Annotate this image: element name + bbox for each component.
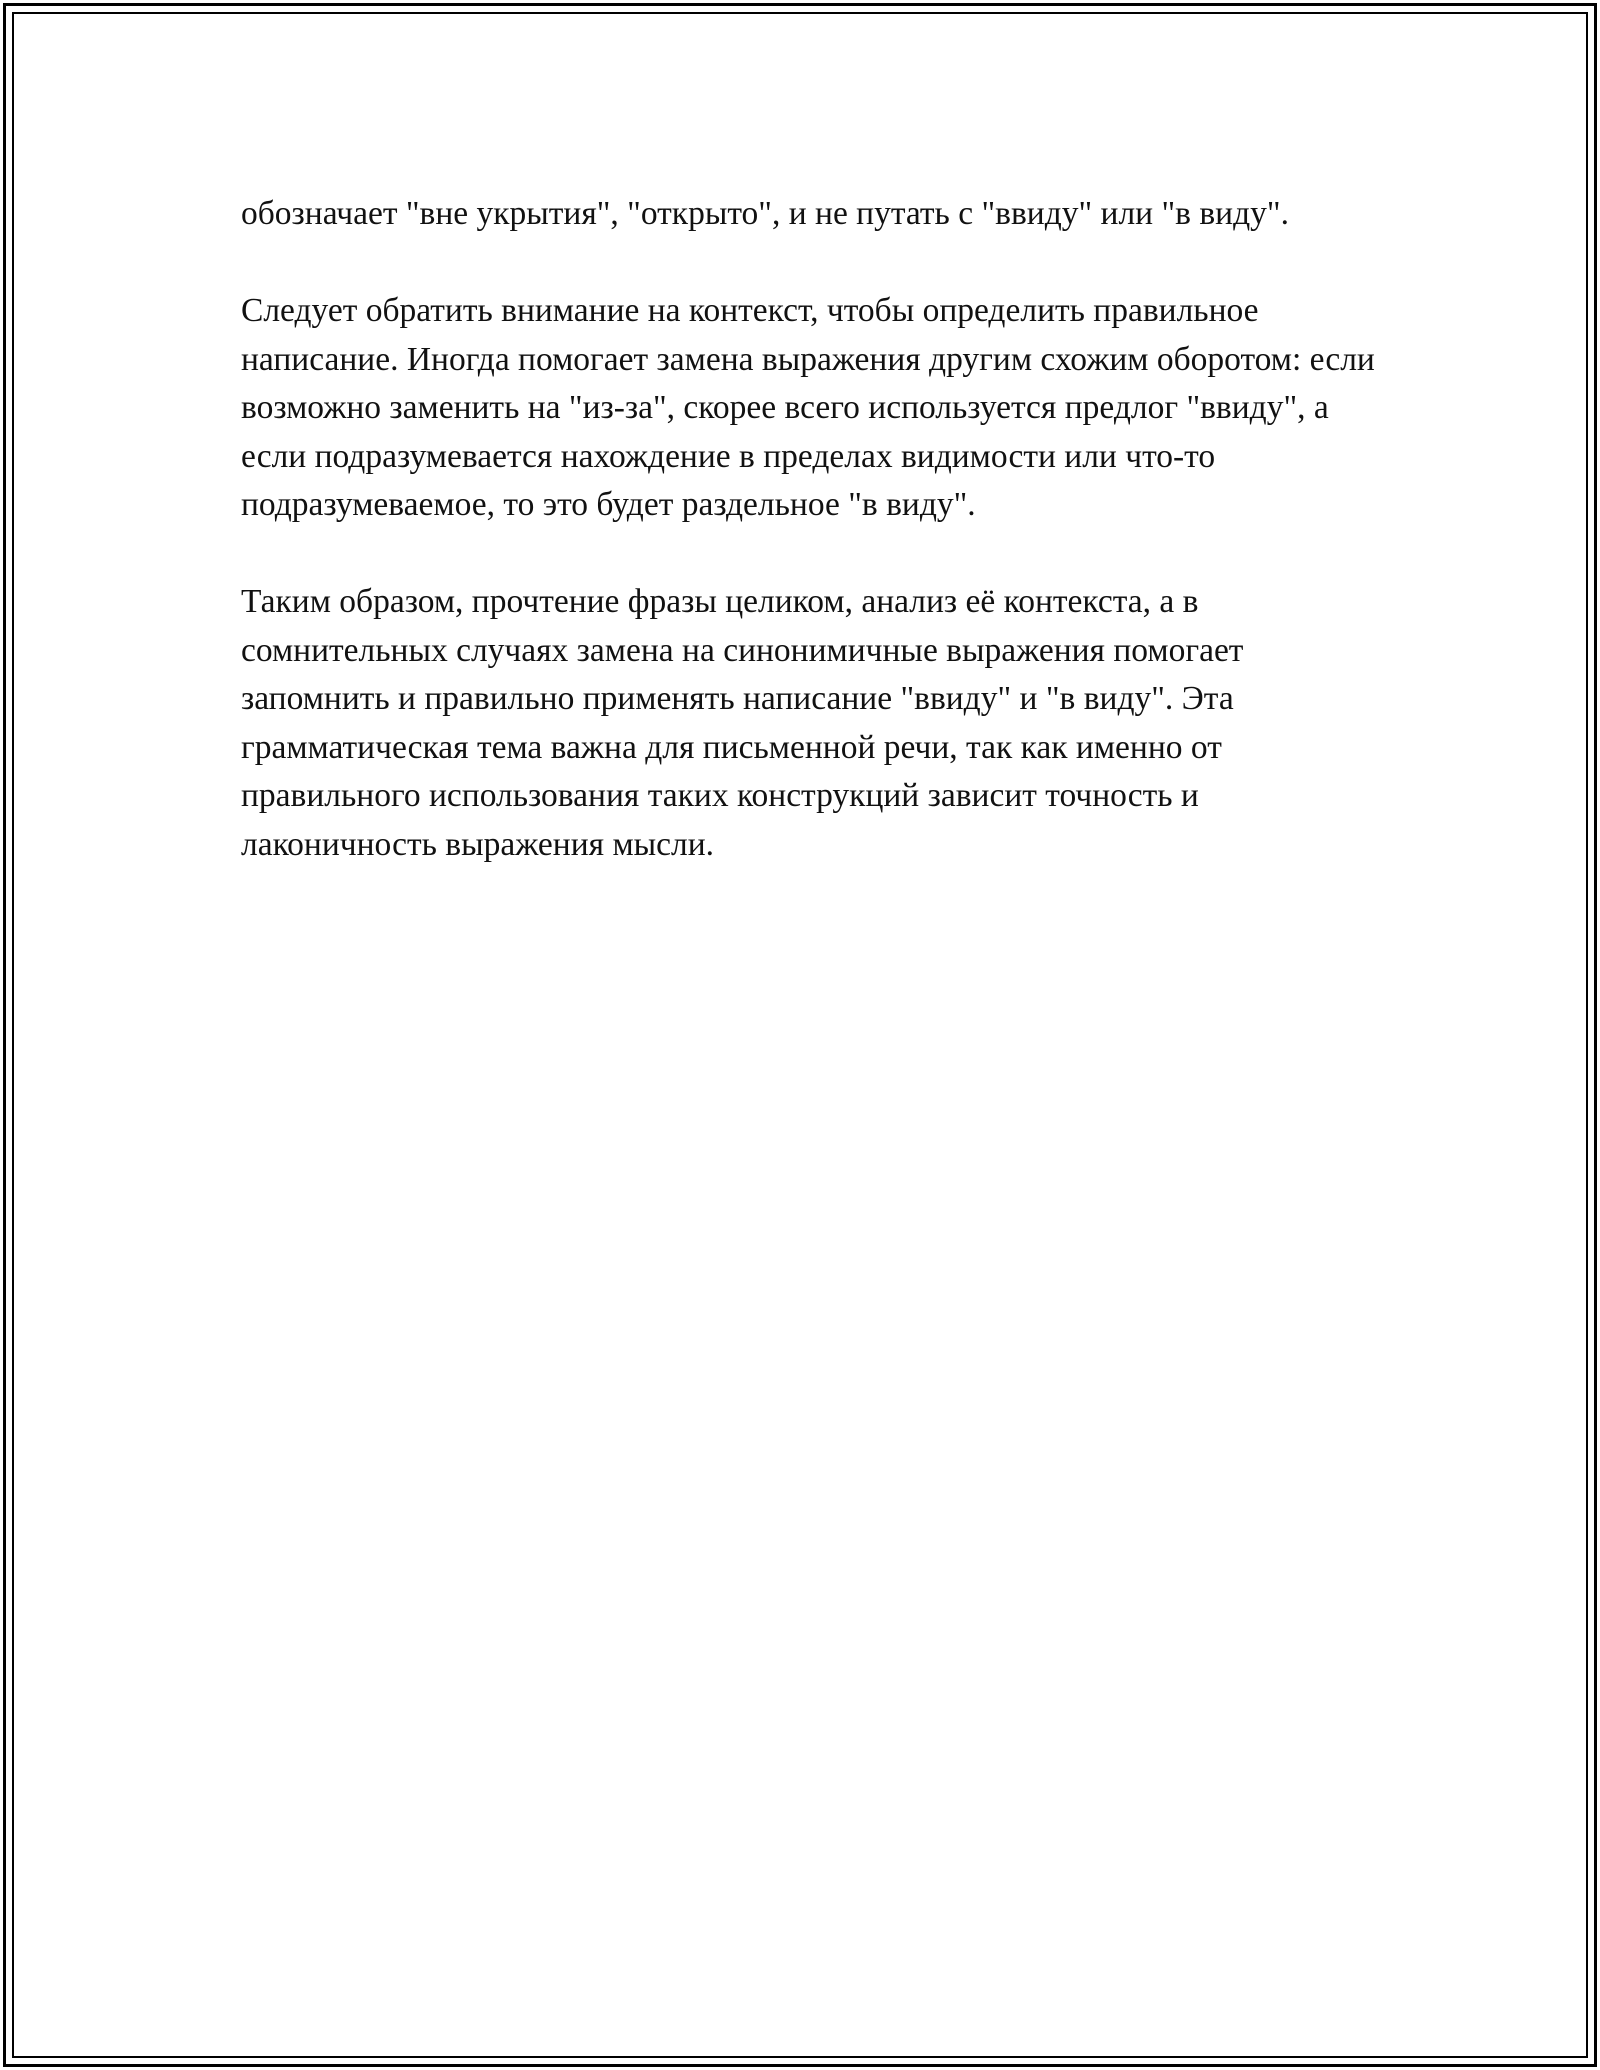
document-body — [241, 190, 1391, 918]
paragraph-2: Следует обратить внимание на контекст, чтобы определить правильное написание. Иногда помогает замена выражения другим схожим оборотом: если возможно заменить на "из-за", скорее всего используется предлог "ввиду", а если подразумевается нахождение в пределах видимости или что-то подразумеваемое, то это будет раздельное "в виду". — [241, 292, 1375, 523]
paragraph-1: обозначает "вне укрытия", "открыто", и не путать с "ввиду" или "в виду". — [241, 195, 1289, 232]
paragraph-3: Таким образом, прочтение фразы целиком, анализ её контекста, а в сомнительных случаях замена на синонимичные выражения помогает запомнить и правильно применять написание "ввиду" и "в виду". Эта грамматическая тема важна для письменной речи, так как именно от правильного использования таких конструкций зависит точность и лаконичность выражения мысли. — [241, 583, 1244, 863]
page-frame — [3, 3, 1597, 2067]
